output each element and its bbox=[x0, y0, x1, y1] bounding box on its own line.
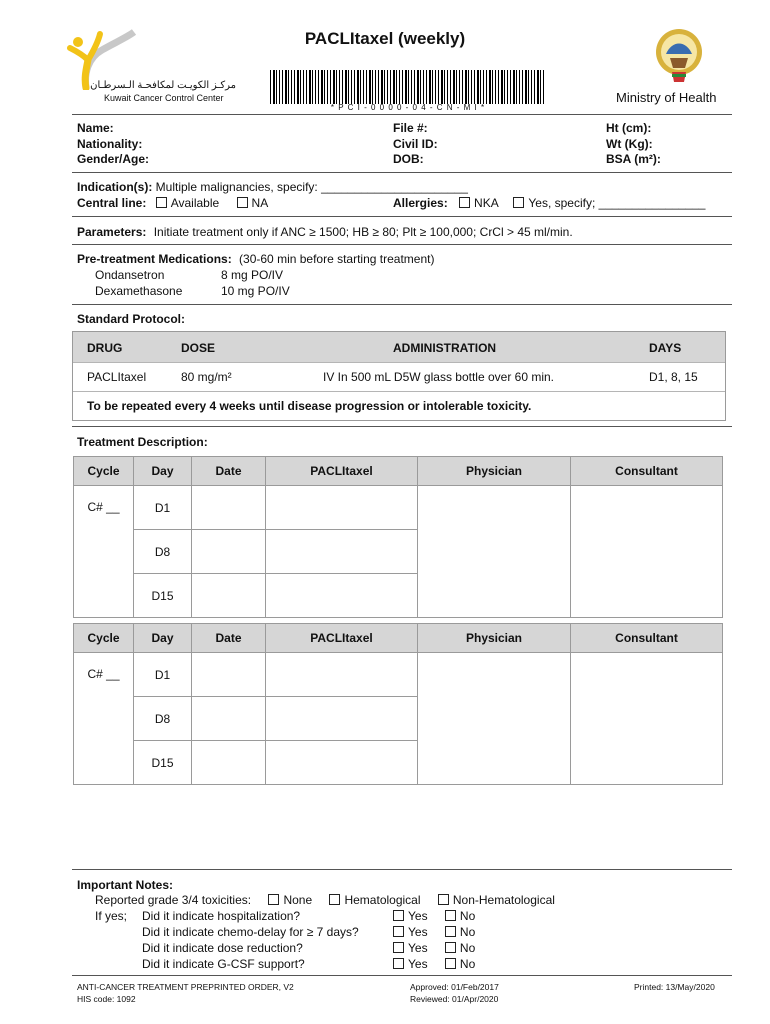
available-checkbox[interactable] bbox=[156, 197, 167, 208]
indication-text: Multiple malignancies, specify: ______________________ bbox=[155, 180, 468, 194]
header-paclitaxel: PACLItaxel bbox=[266, 624, 418, 653]
premed-header bbox=[77, 252, 434, 266]
divider bbox=[72, 172, 732, 173]
available-label: Available bbox=[170, 196, 220, 210]
answer-row-4 bbox=[393, 957, 475, 971]
indication-label: Indication(s): bbox=[77, 180, 153, 194]
protocol-administration: IV In 500 mL D5W glass bottle over 60 min. bbox=[323, 370, 554, 384]
premed-dose-1: 8 mg PO/IV bbox=[221, 268, 284, 282]
header-day: Day bbox=[134, 624, 192, 653]
yes-checkbox[interactable] bbox=[393, 910, 404, 921]
header-consultant: Consultant bbox=[571, 624, 723, 653]
date-cell[interactable] bbox=[192, 530, 266, 574]
yes-checkbox[interactable] bbox=[393, 942, 404, 953]
divider bbox=[72, 426, 732, 427]
weight-label: Wt (Kg): bbox=[606, 137, 653, 151]
nka-label: NKA bbox=[474, 196, 499, 210]
patient-gender-age-label: Gender/Age: bbox=[77, 152, 150, 166]
protocol-days: D1, 8, 15 bbox=[649, 370, 698, 384]
yes-checkbox[interactable] bbox=[393, 926, 404, 937]
civil-id-label: Civil ID: bbox=[393, 137, 438, 151]
parameters-label: Parameters: bbox=[77, 225, 147, 239]
paclitaxel-cell[interactable] bbox=[266, 574, 418, 618]
paclitaxel-cell[interactable] bbox=[266, 741, 418, 785]
date-cell[interactable] bbox=[192, 741, 266, 785]
barcode-text: * P C I - 0 0 0 0 - 0 4 - C N - M I * bbox=[330, 103, 486, 112]
no-checkbox[interactable] bbox=[445, 926, 456, 937]
premed-note: (30-60 min before starting treatment) bbox=[239, 252, 435, 266]
tox-hemat-label: Hematological bbox=[344, 893, 421, 907]
no-label: No bbox=[459, 941, 476, 955]
header-date: Date bbox=[192, 457, 266, 486]
treatment-label: Treatment Description: bbox=[77, 435, 208, 449]
answer-row-2 bbox=[393, 925, 475, 939]
patient-nationality-label: Nationality: bbox=[77, 137, 143, 151]
day-cell: D15 bbox=[134, 574, 192, 618]
yes-checkbox[interactable] bbox=[393, 958, 404, 969]
question-3: Did it indicate dose reduction? bbox=[142, 941, 303, 955]
notes-label: Important Notes: bbox=[77, 878, 173, 892]
cycle-cell[interactable]: C# __ bbox=[74, 653, 134, 785]
consultant-cell[interactable] bbox=[571, 486, 723, 618]
barcode bbox=[270, 70, 546, 104]
paclitaxel-cell[interactable] bbox=[266, 530, 418, 574]
allergy-yes-label: Yes, specify; ________________ bbox=[528, 196, 706, 210]
org-english-name: Kuwait Cancer Control Center bbox=[104, 93, 224, 103]
premed-drug-2: Dexamethasone bbox=[95, 284, 183, 298]
footer-approved: Approved: 01/Feb/2017 bbox=[410, 982, 499, 992]
indication-line bbox=[77, 180, 468, 194]
premed-label: Pre-treatment Medications: bbox=[77, 252, 232, 266]
answer-row-3 bbox=[393, 941, 475, 955]
treatment-header-row bbox=[74, 624, 723, 653]
paclitaxel-cell[interactable] bbox=[266, 486, 418, 530]
footer-printed: Printed: 13/May/2020 bbox=[634, 982, 715, 992]
question-4: Did it indicate G-CSF support? bbox=[142, 957, 305, 971]
kuwait-emblem bbox=[652, 28, 706, 84]
date-cell[interactable] bbox=[192, 486, 266, 530]
protocol-repeat-text: To be repeated every 4 weeks until disease progression or intolerable toxicity. bbox=[87, 399, 532, 413]
yes-label: Yes bbox=[408, 941, 428, 955]
protocol-header-drug: DRUG bbox=[87, 341, 123, 355]
protocol-table bbox=[72, 331, 726, 421]
protocol-header-days: DAYS bbox=[649, 341, 682, 355]
if-yes-label: If yes; bbox=[95, 909, 128, 923]
divider bbox=[72, 304, 732, 305]
day-cell: D8 bbox=[134, 697, 192, 741]
allergy-yes-checkbox[interactable] bbox=[513, 197, 524, 208]
header-physician: Physician bbox=[418, 457, 571, 486]
paclitaxel-cell[interactable] bbox=[266, 653, 418, 697]
central-line-row bbox=[77, 196, 268, 210]
tox-nonhemat-label: Non-Hematological bbox=[452, 893, 555, 907]
yes-label: Yes bbox=[408, 909, 428, 923]
height-label: Ht (cm): bbox=[606, 121, 652, 135]
tox-hemat-checkbox[interactable] bbox=[329, 894, 340, 905]
no-checkbox[interactable] bbox=[445, 910, 456, 921]
yes-label: Yes bbox=[408, 957, 428, 971]
no-checkbox[interactable] bbox=[445, 958, 456, 969]
parameters-row bbox=[77, 225, 573, 239]
divider bbox=[72, 114, 732, 115]
header-cycle: Cycle bbox=[74, 624, 134, 653]
ministry-label: Ministry of Health bbox=[616, 90, 717, 105]
treatment-table-2 bbox=[73, 623, 723, 785]
no-label: No bbox=[459, 925, 476, 939]
toxicity-row bbox=[95, 893, 555, 907]
allergies-label: Allergies: bbox=[393, 196, 448, 210]
footer-his-code: HIS code: 1092 bbox=[77, 994, 136, 1004]
date-cell[interactable] bbox=[192, 653, 266, 697]
protocol-header-row bbox=[73, 332, 725, 362]
paclitaxel-cell[interactable] bbox=[266, 697, 418, 741]
header-day: Day bbox=[134, 457, 192, 486]
consultant-cell[interactable] bbox=[571, 653, 723, 785]
treatment-header-row bbox=[74, 457, 723, 486]
protocol-drug: PACLItaxel bbox=[87, 370, 147, 384]
no-checkbox[interactable] bbox=[445, 942, 456, 953]
header-date: Date bbox=[192, 624, 266, 653]
no-label: No bbox=[459, 957, 476, 971]
divider bbox=[72, 869, 732, 870]
cycle-cell[interactable]: C# __ bbox=[74, 486, 134, 618]
header-consultant: Consultant bbox=[571, 457, 723, 486]
premed-dose-2: 10 mg PO/IV bbox=[221, 284, 290, 298]
treatment-row bbox=[74, 486, 723, 530]
footer-reviewed: Reviewed: 01/Apr/2020 bbox=[410, 994, 499, 1004]
protocol-dose: 80 mg/m² bbox=[181, 370, 232, 384]
na-checkbox[interactable] bbox=[237, 197, 248, 208]
document-title: PACLItaxel (weekly) bbox=[304, 29, 466, 48]
header-physician: Physician bbox=[418, 624, 571, 653]
parameters-text: Initiate treatment only if ANC ≥ 1500; HB ≥ 80; Plt ≥ 100,000; CrCl > 45 ml/min. bbox=[153, 225, 573, 239]
date-cell[interactable] bbox=[192, 697, 266, 741]
no-label: No bbox=[459, 909, 476, 923]
nka-checkbox[interactable] bbox=[459, 197, 470, 208]
day-cell: D1 bbox=[134, 486, 192, 530]
day-cell: D15 bbox=[134, 741, 192, 785]
protocol-label: Standard Protocol: bbox=[77, 312, 186, 326]
toxicity-label: Reported grade 3/4 toxicities: bbox=[95, 893, 252, 907]
date-cell[interactable] bbox=[192, 574, 266, 618]
protocol-repeat-row bbox=[73, 391, 725, 420]
dob-label: DOB: bbox=[393, 152, 424, 166]
treatment-table-1 bbox=[73, 456, 723, 618]
protocol-row bbox=[73, 362, 725, 391]
protocol-header-dose: DOSE bbox=[181, 341, 216, 355]
file-number-label: File #: bbox=[393, 121, 428, 135]
org-arabic-name: مركـز الكويـت لمكافحـة الـسرطـان bbox=[90, 80, 236, 91]
na-label: NA bbox=[251, 196, 269, 210]
central-line-label: Central line: bbox=[77, 196, 147, 210]
day-cell: D1 bbox=[134, 653, 192, 697]
premed-drug-1: Ondansetron bbox=[95, 268, 165, 282]
tox-none-checkbox[interactable] bbox=[268, 894, 279, 905]
bsa-label: BSA (m²): bbox=[606, 152, 661, 166]
divider bbox=[72, 216, 732, 217]
patient-name-label: Name: bbox=[77, 121, 114, 135]
tox-none-label: None bbox=[283, 893, 313, 907]
physician-cell[interactable] bbox=[418, 486, 571, 618]
protocol-header-administration: ADMINISTRATION bbox=[393, 341, 497, 355]
divider bbox=[72, 244, 732, 245]
physician-cell[interactable] bbox=[418, 653, 571, 785]
treatment-row bbox=[74, 653, 723, 697]
question-2: Did it indicate chemo-delay for ≥ 7 days? bbox=[142, 925, 359, 939]
divider bbox=[72, 975, 732, 976]
tox-nonhemat-checkbox[interactable] bbox=[438, 894, 449, 905]
allergies-row bbox=[393, 196, 705, 210]
footer-form-name: ANTI-CANCER TREATMENT PREPRINTED ORDER, V2 bbox=[77, 982, 294, 992]
answer-row-1 bbox=[393, 909, 475, 923]
header-paclitaxel: PACLItaxel bbox=[266, 457, 418, 486]
header-cycle: Cycle bbox=[74, 457, 134, 486]
question-1: Did it indicate hospitalization? bbox=[142, 909, 301, 923]
day-cell: D8 bbox=[134, 530, 192, 574]
yes-label: Yes bbox=[408, 925, 428, 939]
